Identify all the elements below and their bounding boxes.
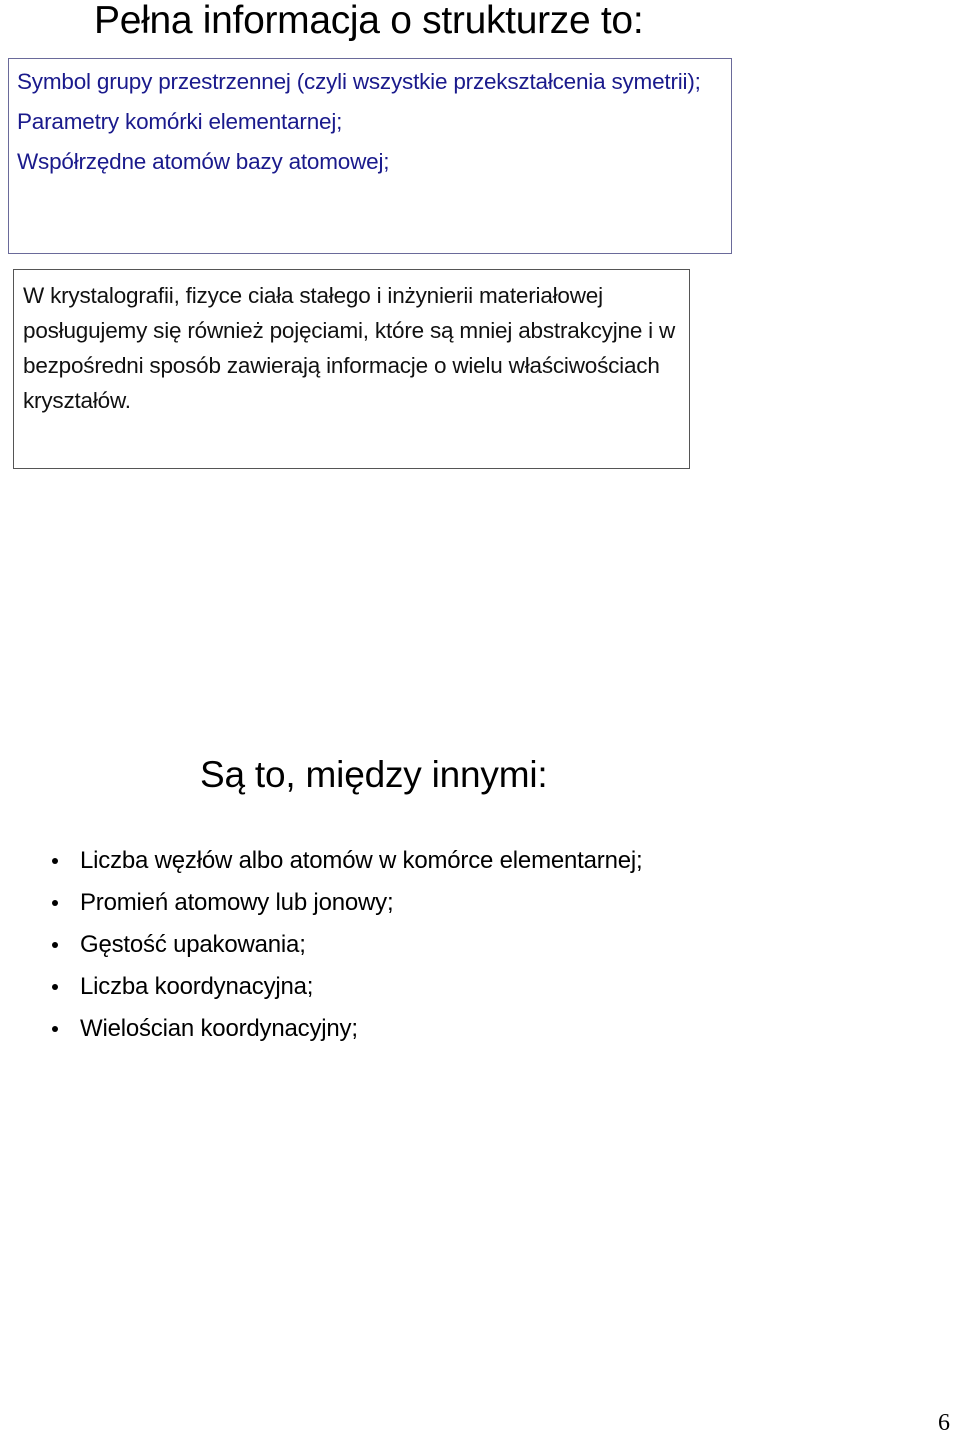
info-item-atom-coordinates: Współrzędne atomów bazy atomowej; <box>17 149 390 174</box>
bullet-icon <box>52 858 58 864</box>
section-subtitle: Są to, między innymi: <box>200 754 548 795</box>
list-item-label: Promień atomowy lub jonowy; <box>80 889 394 916</box>
info-item-cell-parameters: Parametry komórki elementarnej; <box>17 109 343 134</box>
list-item-label: Gęstość upakowania; <box>80 931 306 958</box>
properties-list <box>50 840 642 1050</box>
structure-info-box <box>8 58 732 254</box>
list-item-label: Liczba węzłów albo atomów w komórce elementarnej; <box>80 847 643 874</box>
page-number: 6 <box>938 1410 950 1436</box>
bullet-icon <box>52 1026 58 1032</box>
bullet-icon <box>52 942 58 948</box>
description-box <box>13 269 690 469</box>
list-item <box>50 966 642 1008</box>
list-item <box>50 882 642 924</box>
list-item-label: Wielościan koordynacyjny; <box>80 1015 358 1042</box>
list-item-label: Liczba koordynacyjna; <box>80 973 314 1000</box>
bullet-icon <box>52 900 58 906</box>
list-item <box>50 840 642 882</box>
info-item-space-group: Symbol grupy przestrzennej (czyli wszystkie przekształcenia symetrii); <box>17 69 701 94</box>
list-item <box>50 1008 642 1050</box>
page-title: Pełna informacja o strukturze to: <box>94 0 644 42</box>
list-item <box>50 924 642 966</box>
bullet-icon <box>52 984 58 990</box>
description-text: W krystalografii, fizyce ciała stałego i inżynierii materiałowej posługujemy się również pojęciami, które są mniej abstrakcyjne i w bezpośredni sposób zawierają informacje o wielu właściwościach kryształów. <box>23 283 676 413</box>
